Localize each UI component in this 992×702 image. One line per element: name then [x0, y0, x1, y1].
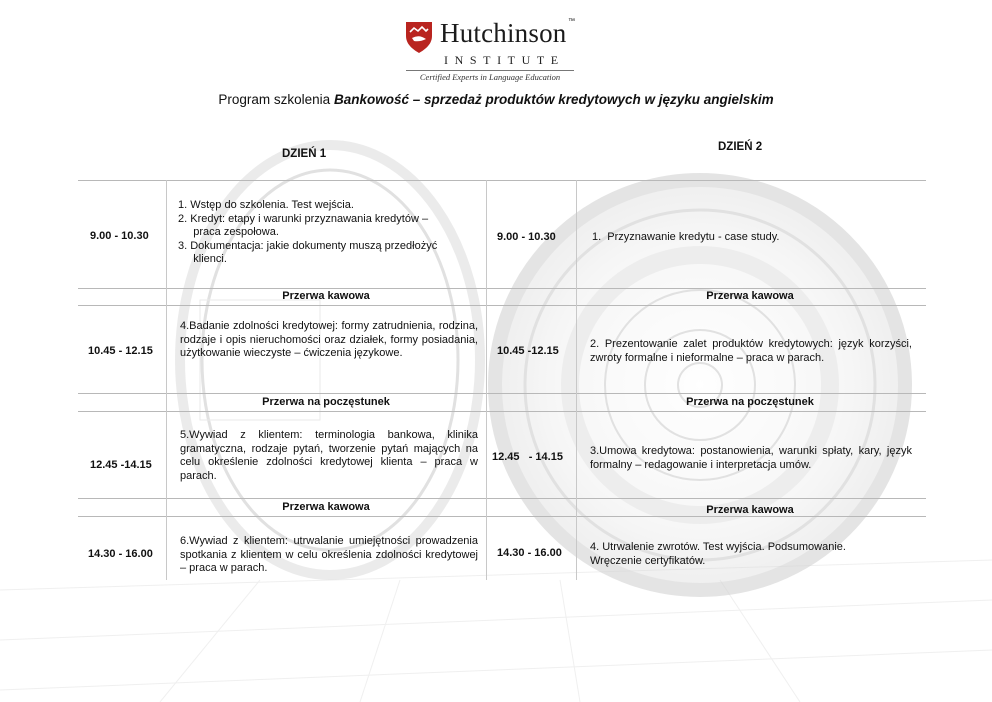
- day2-slot3-topic: 3.Umowa kredytowa: postanowienia, warunki spłaty, kary, język formalny – redagowanie i interpretacja umów.: [590, 445, 912, 471]
- day2-slot2-time: 10.45 -12.15: [497, 345, 559, 357]
- list-item: 2. Kredyt: etapy i warunki przyznawania kredytów –: [178, 212, 429, 225]
- day1-slot1-topics: [178, 199, 478, 267]
- day2-header: DZIEŃ 2: [718, 141, 763, 153]
- day1-slot3-topic: 5.Wywiad z klientem: terminologia bankowa, klinika gramatyczna, rodzaje pytań, tworzenie pytań mających na celu określenie zdolności kredytowej klienta – praca w parach.: [180, 429, 478, 482]
- list-item: klienci.: [178, 253, 227, 265]
- day2-slot4-topic: 4. Utrwalenie zwrotów. Test wyjścia. Podsumowanie. Wręczenie certyfikatów.: [590, 541, 846, 567]
- list-item: 1. Wstęp do szkolenia. Test wejścia.: [178, 199, 354, 211]
- logo-trademark: ™: [568, 18, 575, 25]
- day2-slot3-time: 12.45 - 14.15: [492, 451, 563, 463]
- day2-slot1-topic: 1. Przyznawanie kredytu - case study.: [592, 231, 780, 243]
- title-prefix: Program szkolenia: [218, 92, 334, 107]
- column-divider: [576, 180, 577, 580]
- title-course-name: Bankowość – sprzedaż produktów kredytowych w języku angielskim: [333, 92, 774, 107]
- shield-crest-icon: [404, 20, 434, 54]
- day1-break-lunch: Przerwa na poczęstunek: [262, 396, 390, 408]
- table-top-border: [78, 180, 926, 181]
- row-divider: [78, 498, 926, 499]
- day1-slot4-time: 14.30 - 16.00: [88, 548, 153, 560]
- day1-slot2-time: 10.45 - 12.15: [88, 345, 153, 357]
- row-divider: [78, 411, 926, 412]
- column-divider: [166, 180, 167, 580]
- day2-slot4-time: 14.30 - 16.00: [497, 547, 562, 559]
- list-item: 3. Dokumentacja: jakie dokumenty muszą przedłożyć: [178, 239, 438, 252]
- day2-slot2-topic: 2. Prezentowanie zalet produktów kredytowych: język korzyści, zwroty formalne i nieformalne – praca w parach.: [590, 338, 912, 364]
- day2-slot1-time: 9.00 - 10.30: [497, 231, 556, 243]
- day1-slot1-time: 9.00 - 10.30: [90, 230, 149, 242]
- logo-brand: Hutchinson: [440, 18, 567, 48]
- logo-institute: INSTITUTE: [444, 53, 565, 67]
- logo-divider: [406, 70, 574, 71]
- logo-tagline: Certified Experts in Language Education: [419, 72, 561, 82]
- day2-break-lunch: Przerwa na poczęstunek: [686, 396, 814, 408]
- day1-slot4-topic: 6.Wywiad z klientem: utrwalanie umiejętności prowadzenia spotkania z klientem w celu określenia zdolności kredytowej – praca w parach.: [180, 535, 478, 574]
- page-title: [0, 92, 992, 107]
- row-divider: [78, 305, 926, 306]
- list-item: praca zespołowa.: [178, 226, 279, 238]
- row-divider: [78, 393, 926, 394]
- hutchinson-logo: [398, 18, 598, 86]
- day1-break-coffee-2: Przerwa kawowa: [282, 501, 370, 513]
- day2-break-coffee: Przerwa kawowa: [706, 290, 794, 302]
- column-divider: [486, 180, 487, 580]
- day1-header: DZIEŃ 1: [282, 148, 327, 160]
- day1-break-coffee: Przerwa kawowa: [282, 290, 370, 302]
- row-divider: [78, 288, 926, 289]
- day1-slot2-topic: 4.Badanie zdolności kredytowej: formy zatrudnienia, rodzina, rodzaje i opis nieruchomości oraz działek, formy posiadania, użytkowanie wieczyste – ćwiczenia językowe.: [180, 320, 478, 359]
- day1-slot3-time: 12.45 -14.15: [90, 459, 152, 471]
- day2-break-coffee-2: Przerwa kawowa: [706, 504, 794, 516]
